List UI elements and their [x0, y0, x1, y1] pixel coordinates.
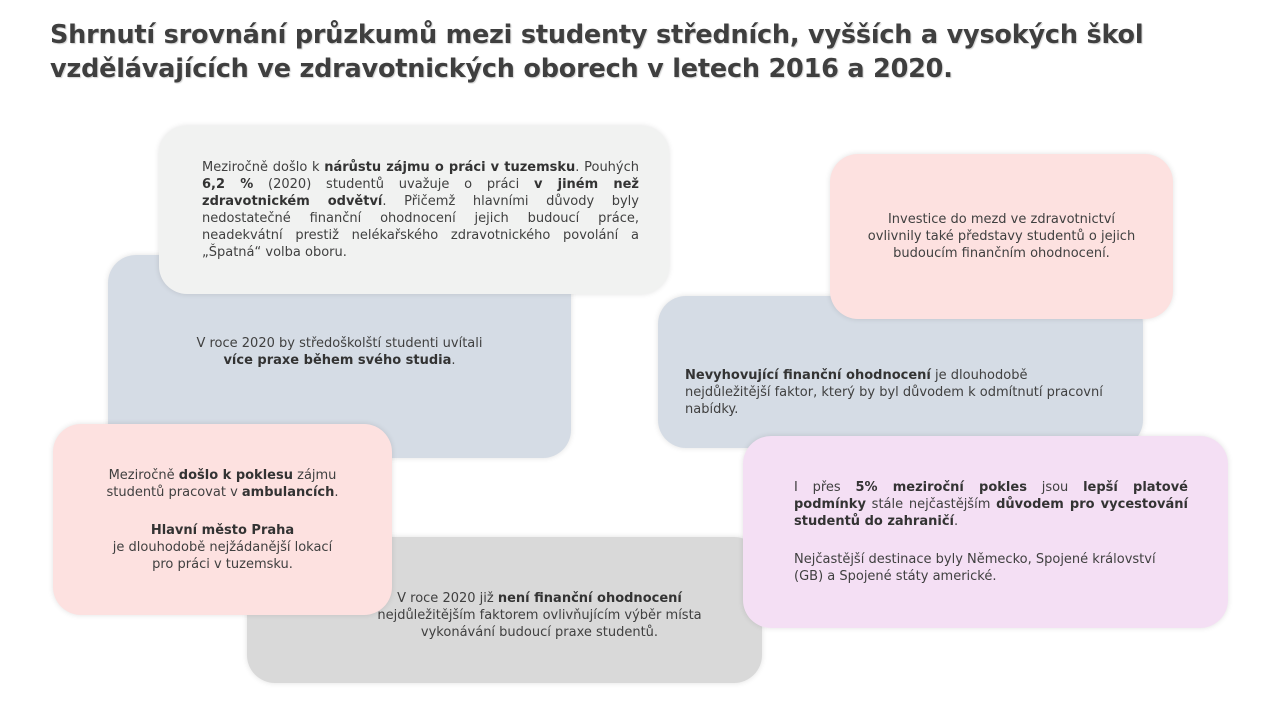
title-line-2: vzdělávajících ve zdravotnických oborech v letech 2016 a 2020.: [50, 54, 953, 84]
domestic-work-text: Meziročně došlo k nárůstu zájmu o práci v tuzemsku. Pouhých 6,2 % (2020) studentů uvažuje o práci v jiném než zdravotnickém odvětví. Přičemž hlavními důvody byly nedostatečné finanční ohodnocení jejich budoucí práce, neadekvátní prestiž nelékařského zdravotnického povolání a „Špatná“ volba oboru.: [202, 160, 640, 260]
abroad-text-2: Nejčastější destinace byly Německo, Spojené království (GB) a Spojené státy americké.: [794, 552, 1156, 584]
abroad-text-1: I přes 5% meziroční pokles jsou lepší platové podmínky stále nejčastějším důvodem pro vycestování studentů do zahraničí.: [794, 480, 1188, 529]
wage-investment-box: [830, 154, 1173, 319]
ambulance-text-2: Hlavní město Praha je dlouhodobě nejžádanější lokací pro práci v tuzemsku.: [112, 522, 333, 572]
title-line-1: Shrnutí srovnání průzkumů mezi studenty středních, vyšších a vysokých škol: [50, 20, 1144, 50]
not-financial-text: V roce 2020 již není finanční ohodnocení nejdůležitějším faktorem ovlivňujícím výběr místa vykonávání budoucí praxe studentů.: [377, 590, 702, 640]
ambulance-box: [53, 424, 392, 615]
domestic-work-box: [159, 126, 669, 294]
financial-reward-text: Nevyhovující finanční ohodnocení je dlouhodobě nejdůležitější faktor, který by byl důvodem k odmítnutí pracovní nabídky.: [685, 367, 1103, 417]
wage-investment-text: Investice do mezd ve zdravotnictví ovlivnily také představy studentů o jejich budoucím finančním ohodnocení.: [867, 212, 1136, 261]
abroad-box: [743, 436, 1228, 628]
ambulance-text-1: Meziročně došlo k poklesu zájmu studentů pracovat v ambulancích.: [106, 467, 339, 500]
practice-text: V roce 2020 by středoškolští studenti uvítali více praxe během svého studia.: [196, 336, 483, 368]
page-title: [50, 18, 1200, 86]
